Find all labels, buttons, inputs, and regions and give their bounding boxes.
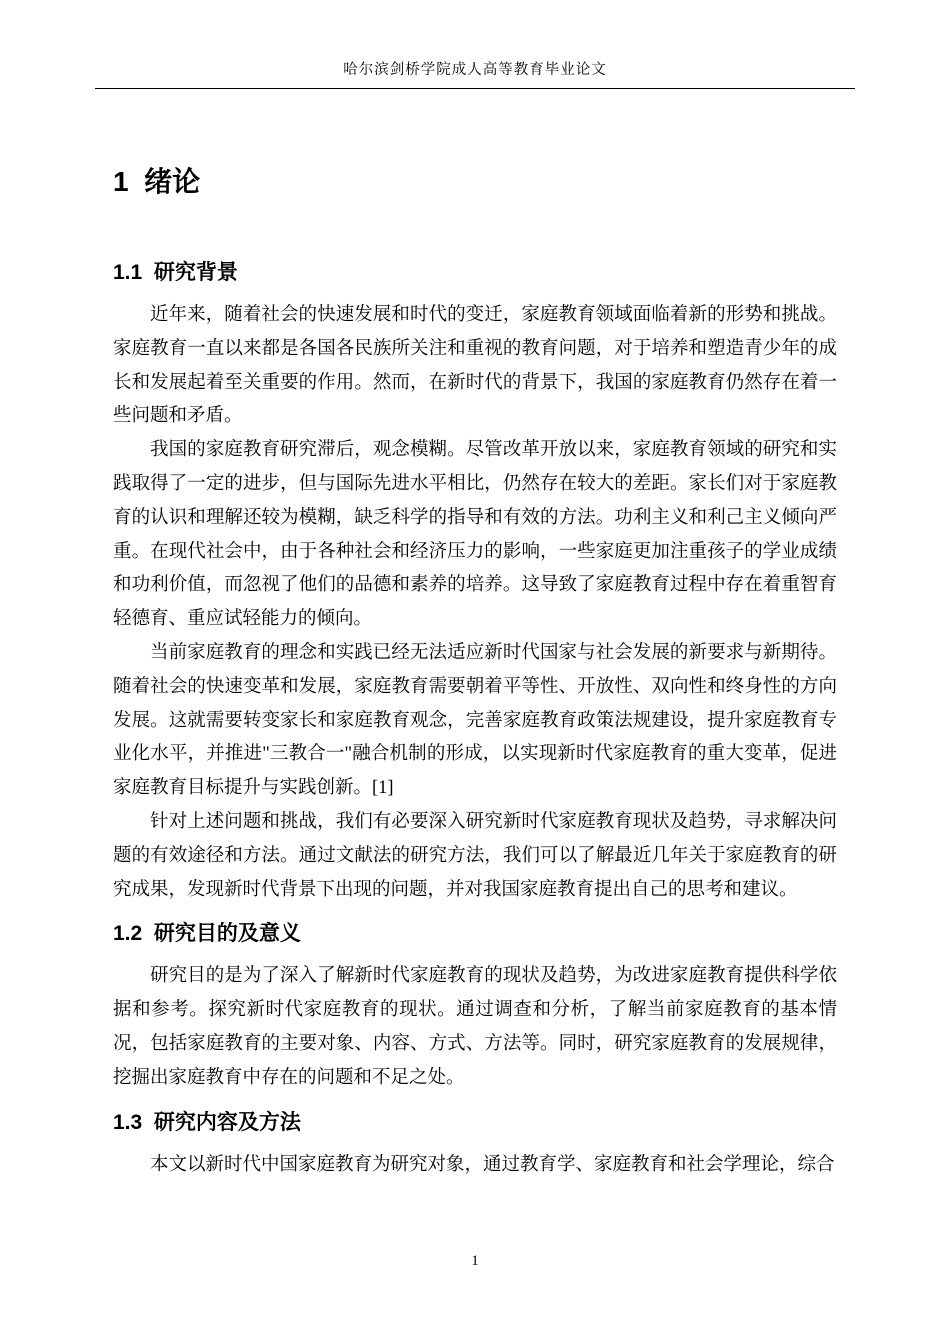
page-footer (0, 1253, 950, 1270)
paragraph: 研究目的是为了深入了解新时代家庭教育的现状及趋势，为改进家庭教育提供科学依据和参考。探究新时代家庭教育的现状。通过调查和分析，了解当前家庭教育的基本情况，包括家庭教育的主要对象、内容、方式、方法等。同时，研究家庭教育的发展规律，挖掘出家庭教育中存在的问题和不足之处。 (113, 966, 837, 1088)
header-title: 哈尔滨剑桥学院成人高等教育毕业论文 (343, 62, 607, 78)
page-number: 1 (471, 1253, 479, 1269)
paragraph: 我国的家庭教育研究滞后，观念模糊。尽管改革开放以来，家庭教育领域的研究和实践取得了一定的进步，但与国际先进水平相比，仍然存在较大的差距。家长们对于家庭教育的认识和理解还较为模糊，缺乏科学的指导和有效的方法。功利主义和利己主义倾向严重。在现代社会中，由于各种社会和经济压力的影响，一些家庭更加注重孩子的学业成绩和功利价值，而忽视了他们的品德和素养的培养。这导致了家庭教育过程中存在着重智育轻德育、重应试轻能力的倾向。 (113, 440, 837, 630)
page-header (95, 58, 855, 89)
section-heading-1-1: 1.1 研究背景 (113, 261, 238, 284)
document-body (113, 148, 837, 1182)
paragraph: 当前家庭教育的理念和实践已经无法适应新时代国家与社会发展的新要求与新期待。随着社会的快速变革和发展，家庭教育需要朝着平等性、开放性、双向性和终身性的方向发展。这就需要转变家长和家庭教育观念，完善家庭教育政策法规建设，提升家庭教育专业化水平，并推进"三教合一"融合机制的形成，以实现新时代家庭教育的重大变革，促进家庭教育目标提升与实践创新。[1] (113, 642, 837, 799)
paragraph: 针对上述问题和挑战，我们有必要深入研究新时代家庭教育现状及趋势，寻求解决问题的有效途径和方法。通过文献法的研究方法，我们可以了解最近几年关于家庭教育的研究成果，发现新时代背景下出现的问题，并对我国家庭教育提出自己的思考和建议。 (113, 811, 837, 900)
section-heading-1-2: 1.2 研究目的及意义 (113, 922, 301, 946)
paragraph: 本文以新时代中国家庭教育为研究对象，通过教育学、家庭教育和社会学理论，综合 (150, 1154, 835, 1175)
chapter-title: 1 绪论 (113, 166, 201, 197)
paragraph: 近年来，随着社会的快速发展和时代的变迁，家庭教育领域面临着新的形势和挑战。家庭教育一直以来都是各国各民族所关注和重视的教育问题，对于培养和塑造青少年的成长和发展起着至关重要的作用。然而，在新时代的背景下，我国的家庭教育仍然存在着一些问题和矛盾。 (113, 305, 837, 427)
section-heading-1-3: 1.3 研究内容及方法 (113, 1110, 301, 1134)
